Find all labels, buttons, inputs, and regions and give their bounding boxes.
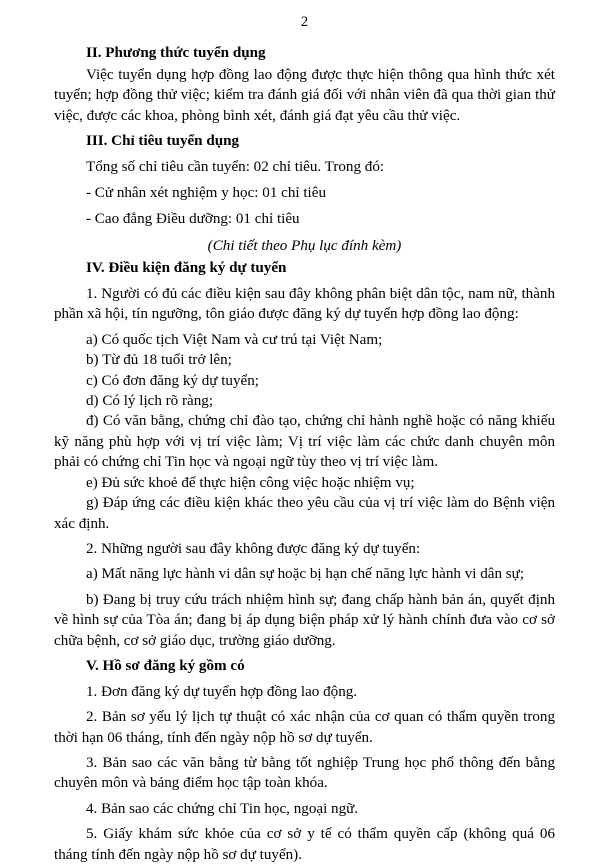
paragraph: 2. Những người sau đây không được đăng ký dự tuyển: (86, 541, 421, 558)
list-item: 4. Bản sao các chứng chỉ Tin học, ngoại ngữ. (86, 800, 359, 817)
paragraph: 1. Người có đủ các điều kiện sau đây không phân biệt dân tộc, nam nữ, thành phần xã hội, tín ngưỡng, tôn giáo được đăng ký dự tuyển hợp đồng lao động: (54, 285, 555, 323)
list-item: d) Có lý lịch rõ ràng; (86, 392, 214, 409)
list-item: - Cử nhân xét nghiệm y học: 01 chỉ tiêu (86, 185, 326, 202)
list-item: 5. Giấy khám sức khỏe của cơ sở y tế có thẩm quyền cấp (không quá 06 tháng tính đến ngày nộp hồ sơ dự tuyển). (54, 826, 555, 863)
list-item: 3. Bản sao các văn bằng từ bằng tốt nghiệp Trung học phổ thông đến bằng chuyên môn và bảng điểm học tập toàn khóa. (54, 754, 555, 792)
section-heading-iv: IV. Điều kiện đăng ký dự tuyển (86, 260, 287, 277)
list-item: 2. Bản sơ yếu lý lịch tự thuật có xác nhận của cơ quan có thẩm quyền trong thời hạn 06 tháng, tính đến ngày nộp hồ sơ dự tuyển. (54, 709, 555, 746)
paragraph: Việc tuyển dụng hợp đồng lao động được thực hiện thông qua hình thức xét tuyển; hợp đồng thử việc; kiểm tra đánh giá đối với nhân viên đã qua thời gian thử việc, được các khoa, phòng bình xét, đánh giá đạt yêu cầu thử việc. (54, 66, 555, 124)
list-item: e) Đủ sức khoẻ để thực hiện công việc hoặc nhiệm vụ; (86, 474, 415, 491)
list-item: - Cao đẳng Điều dưỡng: 01 chỉ tiêu (86, 211, 300, 228)
appendix-note: (Chi tiết theo Phụ lục đính kèm) (207, 237, 402, 254)
list-item: g) Đáp ứng các điều kiện khác theo yêu cầu của vị trí việc làm do Bệnh viện xác định. (54, 495, 555, 532)
section-heading-iii: III. Chỉ tiêu tuyển dụng (86, 133, 240, 150)
document-body (54, 43, 555, 865)
list-item: a) Có quốc tịch Việt Nam và cư trú tại Việt Nam; (86, 331, 383, 348)
section-heading-ii: II. Phương thức tuyển dụng (86, 45, 266, 62)
list-item: b) Từ đủ 18 tuổi trở lên; (86, 352, 232, 369)
section-heading-v: V. Hồ sơ đăng ký gồm có (86, 658, 245, 675)
list-item: đ) Có văn bằng, chứng chỉ đào tạo, chứng chỉ hành nghề hoặc có năng khiếu kỹ năng phù hợp với vị trí việc làm; Vị trí việc làm các chức danh chuyên môn phải có chứng chỉ Tin học và ngoại ngữ tùy theo vị trí việc làm. (54, 413, 555, 471)
list-item: c) Có đơn đăng ký dự tuyển; (86, 372, 259, 389)
list-item: 1. Đơn đăng ký dự tuyển hợp đồng lao động. (86, 683, 358, 700)
page-number: 2 (300, 14, 309, 30)
paragraph: Tổng số chỉ tiêu cần tuyển: 02 chỉ tiêu. Trong đó: (86, 158, 385, 175)
list-item: b) Đang bị truy cứu trách nhiệm hình sự; đang chấp hành bản án, quyết định về hình sự của Tòa án; đang bị áp dụng biện pháp xử lý hành chính đưa vào cơ sở chữa bệnh, cơ sở giáo dục, trường giáo dưỡng. (54, 591, 555, 649)
list-item: a) Mất năng lực hành vi dân sự hoặc bị hạn chế năng lực hành vi dân sự; (86, 566, 525, 583)
